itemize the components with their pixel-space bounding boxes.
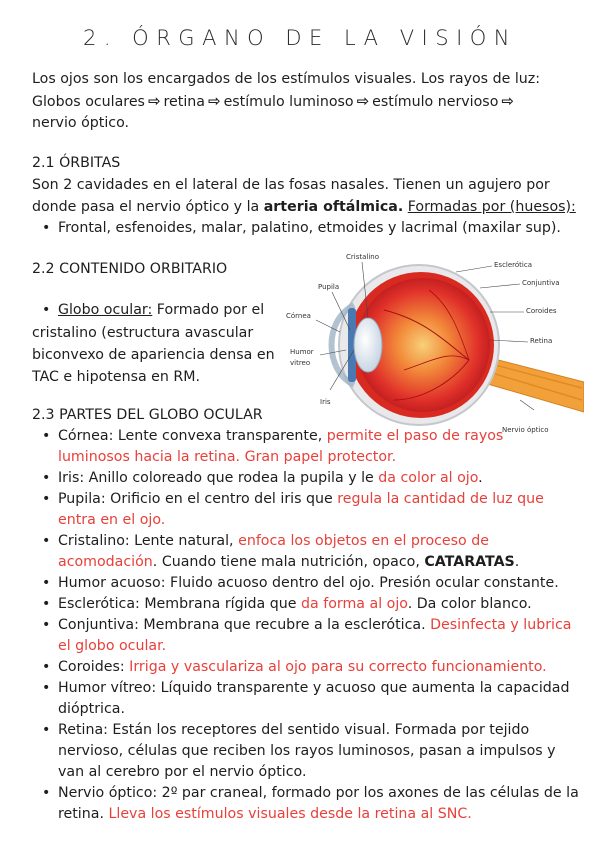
list-item <box>32 468 579 489</box>
label-cristalino: Cristalino <box>346 253 380 261</box>
item-highlight: enfoca los objetos en el proceso de <box>238 533 489 549</box>
page-title: 2. ÓRGANO DE LA VISIÓN <box>82 26 518 50</box>
item-text: dióptrica. <box>58 701 125 717</box>
label-cornea: Córnea <box>286 312 311 320</box>
orbitas-list <box>32 218 561 239</box>
item-highlight: Desinfecta y lubrica <box>430 617 572 633</box>
item-text: . Cuando tiene mala nutrición, opaco, <box>152 554 425 570</box>
item-highlight: entra en el ojo. <box>58 512 166 528</box>
item-highlight: acomodación <box>58 554 153 570</box>
eye-diagram <box>284 250 584 440</box>
label-esclerotica: Esclerótica <box>494 261 533 269</box>
globo-ocular-line-2: cristalino (estructura avascular <box>32 325 254 341</box>
item-text: Esclerótica: Membrana rígida que <box>58 596 302 612</box>
right-arrow-icon: ⇨ <box>207 92 221 110</box>
item-text: Humor acuoso: Fluido acuoso dentro del ojo. Presión ocular constante. <box>58 575 559 591</box>
item-text: Cristalino: Lente natural, <box>58 533 239 549</box>
item-highlight: el globo ocular. <box>58 638 167 654</box>
orbitas-text-plain: donde pasa el nervio óptico y la <box>32 199 264 215</box>
item-text: Retina: Están los receptores del sentido visual. Formada por tejido <box>58 722 530 738</box>
list-item <box>32 720 579 783</box>
section-heading-contenido: 2.2 CONTENIDO ORBITARIO <box>32 261 228 277</box>
label-nervio-optico: Nervio óptico <box>502 426 549 434</box>
label-iris: Iris <box>320 398 331 406</box>
chain-item-1: Globos oculares <box>32 94 145 110</box>
list-item <box>32 594 579 615</box>
chain-item-3: estímulo luminoso <box>223 94 354 110</box>
orbitas-text-underline: Formadas por (huesos): <box>407 199 576 215</box>
label-pupila: Pupila <box>318 283 340 291</box>
globo-ocular-text: Formado por el <box>152 302 265 318</box>
item-text: . <box>514 554 520 570</box>
item-text: Córnea: Lente convexa transparente, <box>58 428 327 444</box>
item-text: nervioso, células que reciben los rayos luminosos, pasan a impulsos y <box>58 743 556 759</box>
item-text: . <box>478 470 483 486</box>
right-arrow-icon: ⇨ <box>147 92 161 110</box>
chain-item-4: estímulo nervioso <box>372 94 499 110</box>
globo-ocular-line-4: TAC e hipotensa en RM. <box>32 369 201 385</box>
partes-list <box>32 426 579 825</box>
item-text: Humor vítreo: Líquido transparente y acuoso que aumenta la capacidad <box>58 680 570 696</box>
right-arrow-icon: ⇨ <box>501 92 514 110</box>
orbitas-text-1: Son 2 cavidades en el lateral de las fosas nasales. Tienen un agujero por <box>32 177 550 193</box>
list-item <box>32 678 579 720</box>
globo-ocular-line-3: biconvexo de apariencia densa en <box>32 347 275 363</box>
chain-item-2: retina <box>163 94 205 110</box>
item-text: Pupila: Orificio en el centro del iris que <box>58 491 338 507</box>
item-highlight: Lleva los estímulos visuales desde la retina al SNC. <box>108 806 472 822</box>
item-text: . <box>391 449 397 465</box>
intro-chain-end: nervio óptico. <box>32 115 130 131</box>
list-item <box>32 783 579 825</box>
item-highlight: permite el paso de rayos <box>326 428 504 444</box>
list-item: • Frontal, esfenoides, malar, palatino, etmoides y lacrimal (maxilar sup). <box>32 218 561 239</box>
item-highlight: luminosos hacia la retina. Gran papel protector <box>58 449 392 465</box>
globo-ocular-title: Globo ocular: <box>58 302 153 318</box>
intro-line-1: Los ojos son los encargados de los estímulos visuales. Los rayos de luz: <box>32 71 540 87</box>
section-heading-partes: 2.3 PARTES DEL GLOBO OCULAR <box>32 407 263 423</box>
label-humor-vitreo-1: Humor <box>290 348 314 356</box>
orbitas-text-2 <box>32 196 576 218</box>
item-highlight: da color al ojo <box>378 470 479 486</box>
contenido-list <box>32 300 264 321</box>
orbitas-text-bold: arteria oftálmica. <box>263 199 404 215</box>
item-highlight: Irriga y vasculariza al ojo para su correcto funcionamiento. <box>129 659 547 675</box>
label-coroides: Coroides <box>526 307 557 315</box>
list-item <box>32 489 579 531</box>
item-text: retina. <box>58 806 109 822</box>
item-text: van al cerebro por el nervio óptico. <box>58 764 307 780</box>
list-item <box>32 573 579 594</box>
list-item <box>32 657 579 678</box>
item-highlight: regula la cantidad de luz que <box>337 491 544 507</box>
label-humor-vitreo-2: vitreo <box>290 359 311 367</box>
item-text: . Da color blanco. <box>407 596 532 612</box>
list-item <box>32 300 264 321</box>
label-conjuntiva: Conjuntiva <box>522 279 560 287</box>
item-text: Nervio óptico: 2º par craneal, formado por los axones de las células de la <box>58 785 579 801</box>
list-item <box>32 615 579 657</box>
item-text: Iris: Anillo coloreado que rodea la pupila y le <box>58 470 379 486</box>
label-retina: Retina <box>530 337 553 345</box>
item-highlight: da forma al ojo <box>301 596 408 612</box>
intro-chain <box>32 90 517 113</box>
section-heading-orbitas: 2.1 ÓRBITAS <box>32 155 121 171</box>
item-bold: CATARATAS <box>424 554 515 570</box>
item-text: Conjuntiva: Membrana que recubre a la esclerótica. <box>58 617 431 633</box>
list-item <box>32 531 579 573</box>
item-text: Coroides: <box>58 659 130 675</box>
list-item <box>32 426 579 468</box>
right-arrow-icon: ⇨ <box>356 92 370 110</box>
